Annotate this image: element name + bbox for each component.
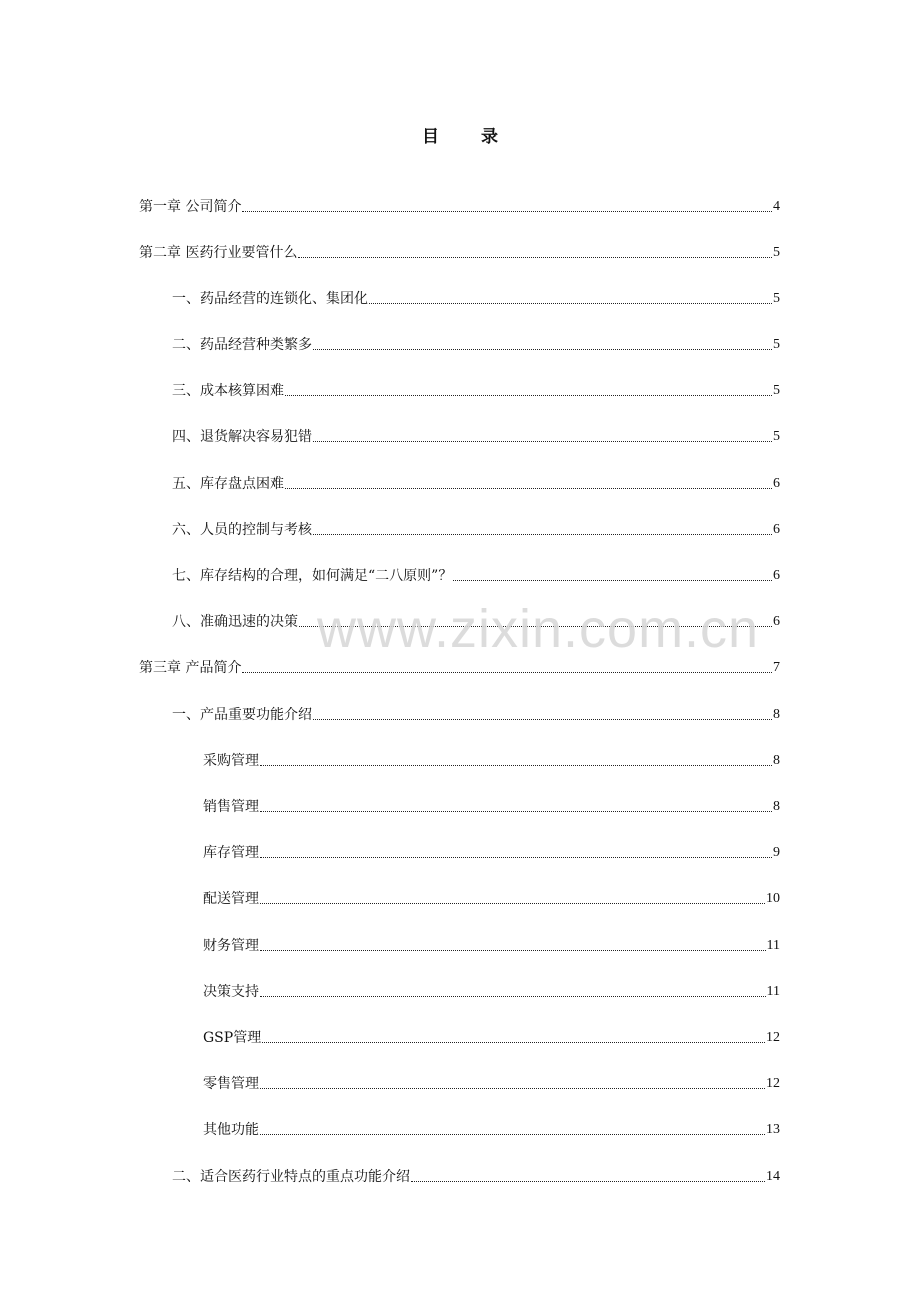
- watermark: www.zixin.com.cn: [317, 599, 760, 659]
- toc-entry-text: 七、库存结构的合理，如何满足“二八原则”？: [172, 568, 453, 584]
- toc-page-number: 12: [766, 1076, 780, 1091]
- toc-page-number: 11: [766, 984, 780, 999]
- toc-entry-text: 一、药品经营的连锁化、集团化: [172, 291, 368, 307]
- toc-page-number: 14: [766, 1169, 780, 1184]
- toc-entry-section[interactable]: [172, 470, 780, 492]
- toc-entry-text: 其他功能: [203, 1122, 259, 1138]
- toc-entry-text: 五、库存盘点困难: [172, 476, 284, 492]
- toc-entry-chapter-1[interactable]: [139, 193, 780, 215]
- toc-entry-section[interactable]: [172, 377, 780, 399]
- toc-page-number: 12: [766, 1030, 780, 1045]
- toc-entry-subsection[interactable]: [203, 747, 780, 769]
- toc-page-number: 5: [773, 337, 780, 352]
- toc-entry-subsection[interactable]: [203, 885, 780, 907]
- dot-leader: [260, 996, 766, 997]
- toc-entry-text: 财务管理: [203, 938, 259, 954]
- toc-entry-section[interactable]: [172, 701, 780, 723]
- toc-page-number: 4: [773, 199, 780, 214]
- toc-page-number: 8: [773, 799, 780, 814]
- toc-entry-text: 第一章 公司简介: [139, 199, 242, 215]
- toc-page-number: 11: [766, 938, 780, 953]
- toc-page-number: 9: [773, 845, 780, 860]
- toc-page-number: 8: [773, 753, 780, 768]
- toc-entry-text: 六、人员的控制与考核: [172, 522, 312, 538]
- toc-entry-text: 四、退货解决容易犯错: [172, 429, 312, 445]
- dot-leader: [260, 903, 765, 904]
- dot-leader: [260, 1134, 765, 1135]
- toc-entry-subsection[interactable]: [203, 793, 780, 815]
- toc-entry-section[interactable]: [172, 608, 780, 630]
- toc-entry-text: 库存管理: [203, 845, 259, 861]
- toc-page-number: 6: [773, 522, 780, 537]
- toc-entry-subsection[interactable]: [203, 839, 780, 861]
- toc-page-number: 5: [773, 245, 780, 260]
- toc-entry-chapter-2[interactable]: [139, 239, 780, 261]
- toc-page-number: 5: [773, 291, 780, 306]
- dot-leader: [262, 1042, 765, 1043]
- toc-entry-text: 八、准确迅速的决策: [172, 614, 298, 630]
- dot-leader: [313, 441, 772, 442]
- toc-page-number: 7: [773, 660, 780, 675]
- toc-entry-subsection[interactable]: [203, 1116, 780, 1138]
- toc-entry-text: 二、适合医药行业特点的重点功能介绍: [172, 1169, 410, 1185]
- toc-page-number: 10: [766, 891, 780, 906]
- toc-entry-text: 二、药品经营种类繁多: [172, 337, 312, 353]
- toc-entry-section[interactable]: [172, 331, 780, 353]
- toc-entry-subsection[interactable]: [203, 932, 780, 954]
- dot-leader: [285, 488, 772, 489]
- toc-entry-chapter-3[interactable]: [139, 654, 780, 676]
- toc-entry-section[interactable]: [172, 516, 780, 538]
- page-title: 目 录: [422, 127, 516, 147]
- toc-entry-text: GSP管理: [203, 1030, 262, 1046]
- dot-leader: [411, 1181, 765, 1182]
- toc-entry-text: 第二章 医药行业要管什么: [139, 245, 298, 261]
- toc-entry-text: 采购管理: [203, 753, 259, 769]
- dot-leader: [298, 257, 772, 258]
- toc-entry-subsection[interactable]: [203, 1070, 780, 1092]
- toc-entry-text: 三、成本核算困难: [172, 383, 284, 399]
- dot-leader: [242, 672, 772, 673]
- dot-leader: [260, 765, 772, 766]
- dot-leader: [453, 580, 772, 581]
- toc-entry-text: 决策支持: [203, 984, 259, 1000]
- toc-entry-subsection[interactable]: [203, 1024, 780, 1046]
- toc-page-number: 6: [773, 614, 780, 629]
- toc-page-number: 5: [773, 429, 780, 444]
- dot-leader: [242, 211, 772, 212]
- toc-entry-section[interactable]: [172, 423, 780, 445]
- toc-page-number: 8: [773, 707, 780, 722]
- toc-page-number: 13: [766, 1122, 780, 1137]
- toc-entry-text: 一、产品重要功能介绍: [172, 707, 312, 723]
- dot-leader: [260, 950, 766, 951]
- dot-leader: [299, 626, 772, 627]
- toc-entry-text: 第三章 产品简介: [139, 660, 242, 676]
- dot-leader: [313, 534, 772, 535]
- toc-page-number: 6: [773, 568, 780, 583]
- toc-page-number: 6: [773, 476, 780, 491]
- toc-page-number: 5: [773, 383, 780, 398]
- dot-leader: [285, 395, 772, 396]
- dot-leader: [313, 349, 772, 350]
- dot-leader: [260, 811, 772, 812]
- toc-entry-section[interactable]: [172, 1163, 780, 1185]
- toc-entry-section[interactable]: [172, 562, 780, 584]
- toc-entry-text: 配送管理: [203, 891, 259, 907]
- toc-entry-text: 销售管理: [203, 799, 259, 815]
- toc-entry-text: 零售管理: [203, 1076, 259, 1092]
- dot-leader: [260, 1088, 765, 1089]
- dot-leader: [313, 719, 772, 720]
- dot-leader: [369, 303, 772, 304]
- toc-entry-section[interactable]: [172, 285, 780, 307]
- dot-leader: [260, 857, 772, 858]
- toc-entry-subsection[interactable]: [203, 978, 780, 1000]
